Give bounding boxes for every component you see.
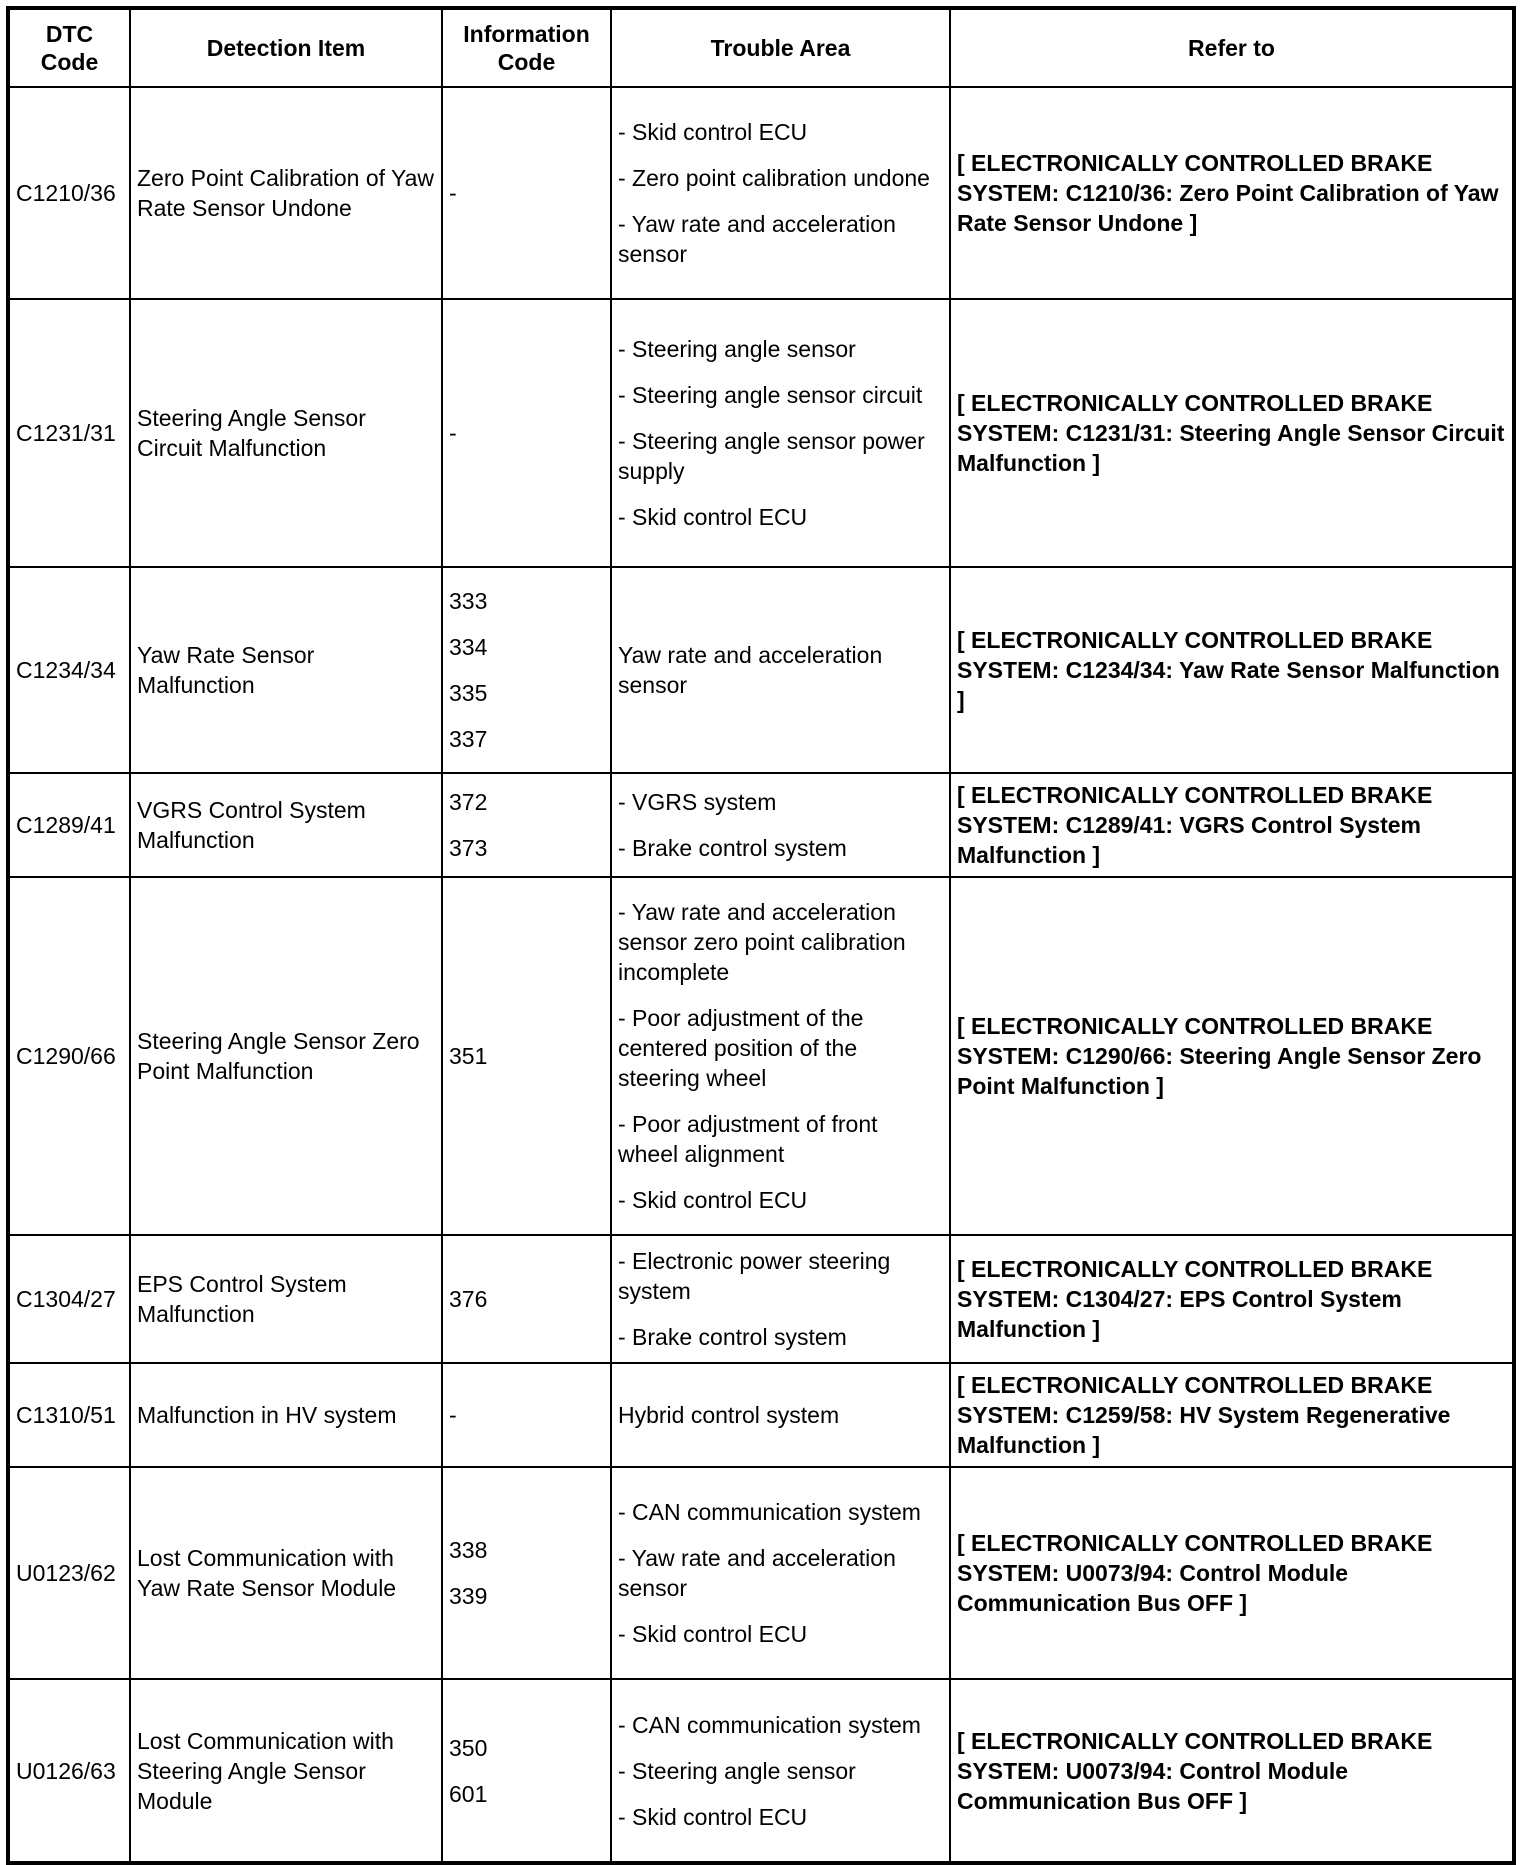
table-row <box>8 299 1514 567</box>
trouble-area-item: Hybrid control system <box>618 1402 840 1428</box>
trouble-area-item: - Zero point calibration undone <box>618 165 930 191</box>
information-code-cell <box>442 1679 611 1863</box>
information-code-value: - <box>449 1402 457 1428</box>
information-code-value: - <box>449 180 457 206</box>
detection-item-cell: EPS Control System Malfunction <box>130 1235 442 1363</box>
table-row <box>8 1467 1514 1679</box>
refer-to-link[interactable]: [ ELECTRONICALLY CONTROLLED BRAKE SYSTEM: U0073/94: Control Module Communication Bus OFF ] <box>950 1467 1514 1679</box>
header-refer-to: Refer to <box>950 8 1514 87</box>
table-row <box>8 1679 1514 1863</box>
trouble-area-item: - Brake control system <box>618 1324 847 1350</box>
trouble-area-item: - Skid control ECU <box>618 1803 808 1830</box>
information-code-cell <box>442 877 611 1235</box>
trouble-area-cell <box>611 299 950 567</box>
dtc-code-cell: C1234/34 <box>8 567 130 773</box>
dtc-code-cell: C1310/51 <box>8 1363 130 1467</box>
dtc-code-cell: C1304/27 <box>8 1235 130 1363</box>
trouble-area-item: - Electronic power steering system <box>618 1248 891 1304</box>
trouble-area-cell <box>611 1235 950 1363</box>
trouble-area-cell <box>611 567 950 773</box>
trouble-area-item: - Skid control ECU <box>618 1187 808 1213</box>
refer-to-link[interactable]: [ ELECTRONICALLY CONTROLLED BRAKE SYSTEM: U0073/94: Control Module Communication Bus OFF ] <box>950 1679 1514 1863</box>
dtc-table <box>6 6 1516 1865</box>
table-body <box>8 87 1514 1863</box>
information-code-value: 351 <box>449 1043 488 1069</box>
detection-item-cell: Lost Communication with Steering Angle Sensor Module <box>130 1679 442 1863</box>
information-code-cell <box>442 299 611 567</box>
trouble-area-cell <box>611 773 950 877</box>
information-code-value: 333 <box>449 588 488 614</box>
refer-to-link[interactable]: [ ELECTRONICALLY CONTROLLED BRAKE SYSTEM: C1234/34: Yaw Rate Sensor Malfunction ] <box>950 567 1514 773</box>
table-row <box>8 87 1514 299</box>
trouble-area-item: - CAN communication system <box>618 1499 921 1525</box>
information-code-cell <box>442 773 611 877</box>
trouble-area-item: - Steering angle sensor power supply <box>618 428 925 484</box>
header-trouble-area: Trouble Area <box>611 8 950 87</box>
table-header <box>8 8 1514 87</box>
information-code-value: 334 <box>449 634 488 660</box>
trouble-area-item: - Yaw rate and acceleration sensor <box>618 211 896 267</box>
detection-item-cell: Zero Point Calibration of Yaw Rate Sensor Undone <box>130 87 442 299</box>
detection-item-cell: Steering Angle Sensor Circuit Malfunction <box>130 299 442 567</box>
dtc-code-cell: C1289/41 <box>8 773 130 877</box>
refer-to-link[interactable]: [ ELECTRONICALLY CONTROLLED BRAKE SYSTEM: C1290/66: Steering Angle Sensor Zero Point Malfunction ] <box>950 877 1514 1235</box>
detection-item-cell: VGRS Control System Malfunction <box>130 773 442 877</box>
information-code-cell <box>442 1235 611 1363</box>
detection-item-cell: Malfunction in HV system <box>130 1363 442 1467</box>
detection-item-cell: Lost Communication with Yaw Rate Sensor Module <box>130 1467 442 1679</box>
trouble-area-item: Yaw rate and acceleration sensor <box>618 642 883 698</box>
dtc-code-cell: C1290/66 <box>8 877 130 1235</box>
refer-to-link[interactable]: [ ELECTRONICALLY CONTROLLED BRAKE SYSTEM: C1289/41: VGRS Control System Malfunction ] <box>950 773 1514 877</box>
trouble-area-item: - VGRS system <box>618 789 777 815</box>
information-code-value: 335 <box>449 680 488 706</box>
trouble-area-cell <box>611 1467 950 1679</box>
refer-to-link[interactable]: [ ELECTRONICALLY CONTROLLED BRAKE SYSTEM: C1231/31: Steering Angle Sensor Circuit Malfunction ] <box>950 299 1514 567</box>
information-code-cell <box>442 567 611 773</box>
information-code-cell <box>442 87 611 299</box>
refer-to-link[interactable]: [ ELECTRONICALLY CONTROLLED BRAKE SYSTEM: C1304/27: EPS Control System Malfunction ] <box>950 1235 1514 1363</box>
trouble-area-item: - Yaw rate and acceleration sensor <box>618 1545 896 1601</box>
trouble-area-item: - Brake control system <box>618 835 847 861</box>
header-information-code: Information Code <box>442 8 611 87</box>
information-code-value: 338 <box>449 1537 488 1563</box>
information-code-value: 372 <box>449 789 488 815</box>
information-code-cell <box>442 1467 611 1679</box>
header-dtc-code: DTC Code <box>8 8 130 87</box>
trouble-area-cell <box>611 1679 950 1863</box>
table-row <box>8 877 1514 1235</box>
table-row <box>8 773 1514 877</box>
trouble-area-item: - Skid control ECU <box>618 119 808 145</box>
dtc-code-cell: U0126/63 <box>8 1679 130 1863</box>
dtc-code-cell: C1231/31 <box>8 299 130 567</box>
trouble-area-cell <box>611 87 950 299</box>
trouble-area-item: - Steering angle sensor circuit <box>618 382 923 408</box>
trouble-area-item: - Skid control ECU <box>618 504 808 530</box>
dtc-table-page <box>6 6 1512 1865</box>
trouble-area-item: - Steering angle sensor <box>618 336 856 362</box>
trouble-area-item: - Steering angle sensor <box>618 1757 856 1784</box>
trouble-area-cell <box>611 877 950 1235</box>
refer-to-link[interactable]: [ ELECTRONICALLY CONTROLLED BRAKE SYSTEM: C1210/36: Zero Point Calibration of Yaw Rate Sensor Undone ] <box>950 87 1514 299</box>
refer-to-link[interactable]: [ ELECTRONICALLY CONTROLLED BRAKE SYSTEM: C1259/58: HV System Regenerative Malfunction ] <box>950 1363 1514 1467</box>
trouble-area-item: - Poor adjustment of front wheel alignment <box>618 1111 878 1167</box>
information-code-value: 373 <box>449 835 488 861</box>
table-row <box>8 567 1514 773</box>
trouble-area-item: - CAN communication system <box>618 1711 921 1738</box>
information-code-cell <box>442 1363 611 1467</box>
trouble-area-cell <box>611 1363 950 1467</box>
information-code-value: 376 <box>449 1286 488 1312</box>
information-code-value: - <box>449 420 457 446</box>
information-code-value: 601 <box>449 1780 488 1807</box>
information-code-value: 350 <box>449 1734 488 1761</box>
information-code-value: 337 <box>449 726 488 752</box>
detection-item-cell: Steering Angle Sensor Zero Point Malfunction <box>130 877 442 1235</box>
table-row <box>8 1235 1514 1363</box>
dtc-code-cell: C1210/36 <box>8 87 130 299</box>
trouble-area-item: - Yaw rate and acceleration sensor zero point calibration incomplete <box>618 899 906 985</box>
dtc-code-cell: U0123/62 <box>8 1467 130 1679</box>
detection-item-cell: Yaw Rate Sensor Malfunction <box>130 567 442 773</box>
header-detection-item: Detection Item <box>130 8 442 87</box>
trouble-area-item: - Skid control ECU <box>618 1621 808 1647</box>
information-code-value: 339 <box>449 1583 488 1609</box>
table-row <box>8 1363 1514 1467</box>
trouble-area-item: - Poor adjustment of the centered position of the steering wheel <box>618 1005 864 1091</box>
